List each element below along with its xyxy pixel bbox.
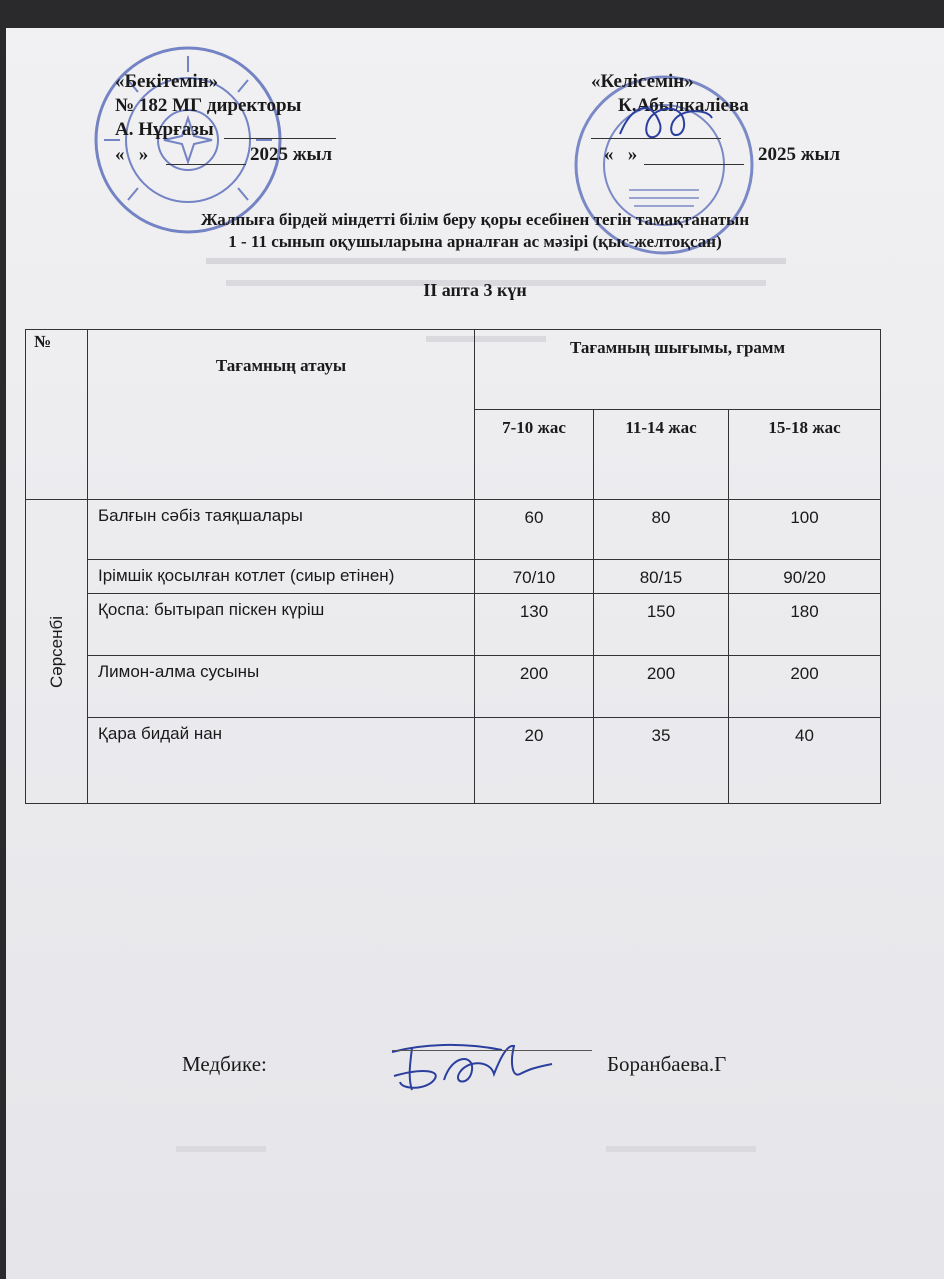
yield-11-14: 150 <box>594 594 729 656</box>
dish-name: Қоспа: бытырап піскен күріш <box>88 594 475 656</box>
day-cell <box>26 500 88 804</box>
nurse-role: Медбике: <box>182 1052 267 1076</box>
header-age-15-18: 15-18 жас <box>729 410 881 500</box>
header-yield: Тағамның шығымы, грамм <box>475 330 881 410</box>
nurse-signature-line <box>392 1050 592 1051</box>
doc-title-line2: 1 - 11 сынып оқушыларына арналған ас мәзірі (қыс-желтоқсан) <box>228 232 722 251</box>
yield-11-14: 35 <box>594 718 729 804</box>
yield-11-14: 80/15 <box>594 560 729 594</box>
nurse-name: Боранбаева.Г <box>607 1052 727 1076</box>
table-row <box>26 500 881 560</box>
yield-7-10: 200 <box>475 656 594 718</box>
yield-15-18: 100 <box>729 500 881 560</box>
approve-date-line <box>166 164 246 165</box>
header-age-11-14: 11-14 жас <box>594 410 729 500</box>
dish-name: Қара бидай нан <box>88 718 475 804</box>
document-page <box>6 28 944 1279</box>
agree-name: К.Абылкаліева <box>618 95 749 116</box>
yield-7-10: 130 <box>475 594 594 656</box>
approve-signature-line <box>224 138 336 139</box>
agree-date-prefix: « » <box>604 144 638 165</box>
agree-date-year: 2025 жыл <box>758 144 841 165</box>
approve-heading: «Бекітемін» <box>115 71 219 92</box>
header-dish: Тағамның атауы <box>88 330 475 500</box>
agree-date-line <box>644 164 744 165</box>
yield-7-10: 20 <box>475 718 594 804</box>
agree-signature-line <box>591 138 721 139</box>
header-num: № <box>26 330 88 500</box>
header-age-7-10: 7-10 жас <box>475 410 594 500</box>
yield-7-10: 70/10 <box>475 560 594 594</box>
approve-position: № 182 МГ директоры <box>115 95 302 116</box>
doc-subtitle: II апта 3 күн <box>423 280 527 300</box>
agree-heading: «Келісемін» <box>591 71 694 92</box>
dish-name: Ірімшік қосылған котлет (сиыр етінен) <box>88 560 475 594</box>
nurse-signature <box>382 1034 562 1104</box>
dish-name: Балғын сәбіз таяқшалары <box>88 500 475 560</box>
dish-name: Лимон-алма сусыны <box>88 656 475 718</box>
table-row <box>26 594 881 656</box>
yield-11-14: 80 <box>594 500 729 560</box>
table-row <box>26 718 881 804</box>
menu-table <box>25 329 881 804</box>
yield-15-18: 180 <box>729 594 881 656</box>
doc-title-line1: Жалпыға бірдей міндетті білім беру қоры есебінен тегін тамақтанатын <box>200 210 750 229</box>
table-row <box>26 656 881 718</box>
table-row <box>26 560 881 594</box>
day-label: Сәрсенбі <box>46 615 66 688</box>
yield-15-18: 40 <box>729 718 881 804</box>
approve-date-year: 2025 жыл <box>250 144 333 165</box>
yield-15-18: 200 <box>729 656 881 718</box>
approve-date-prefix: « » <box>115 144 149 165</box>
approve-name: А. Нұрғазы <box>115 119 214 140</box>
yield-15-18: 90/20 <box>729 560 881 594</box>
yield-11-14: 200 <box>594 656 729 718</box>
yield-7-10: 60 <box>475 500 594 560</box>
bleed-through-footer <box>176 1138 776 1158</box>
